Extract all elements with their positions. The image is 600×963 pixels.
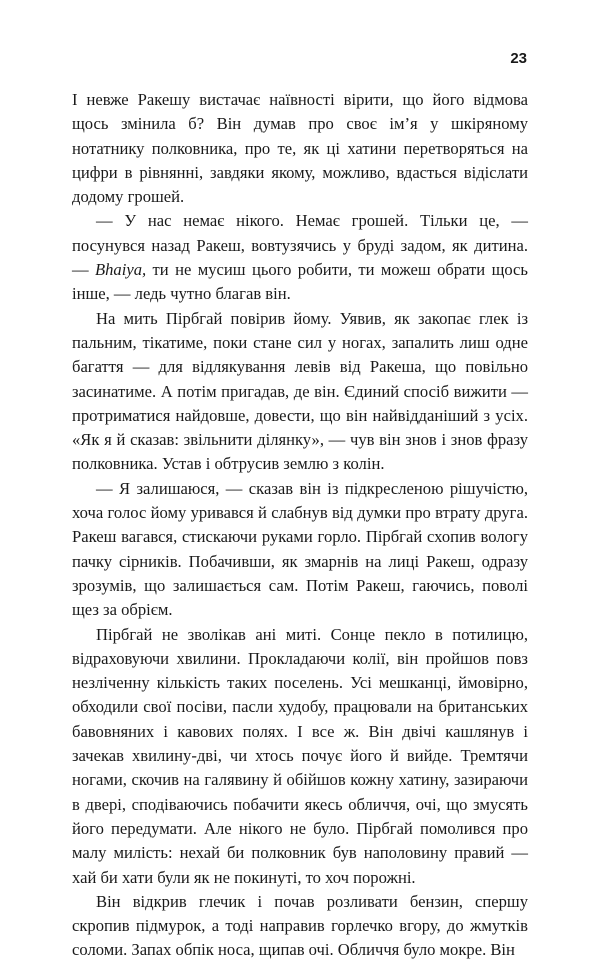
paragraph-6: Він відкрив глечик і почав розливати бензин, спершу скропив підмурок, а тоді направив горлечко вгору, до жмутків соломи. Запах обпік носа, щипав очі. Обличчя було мокре. Він [72, 891, 528, 960]
paragraph-2-text-before: — У нас немає нікого. Немає грошей. Тільки це, — посунувся назад Ракеш, вовтузячись у бруді задом, як дитина. — [72, 211, 528, 280]
paragraph-5: Пірбгай не зволікав ані миті. Сонце пекло в потилицю, відраховуючи хвилини. Прокладаючи колії, він пройшов повз незліченну кількість таких поселень. Усі мешканці, ймовірно, обходили свої посіви, пасли худобу, працювали на британських бавовняних і кавових полях. І все ж. Він двічі кашлянув і зачекав хвилину-дві, чи хтось почує його й вийде. Тремтячи ногами, скочив на галявину й обійшов кожну хатину, зазираючи в двері, сподіваючись побачити якесь обличчя, очі, що змусять його передумати. Але нікого не було. Пірбгай помолився про малу милість: нехай би полковник був наполовину правий — хай би хати були як не покинуті, то хоч порожні. [72, 624, 528, 887]
paragraph-1: І невже Ракешу вистачає наївності вірити, що його відмова щось змінила б? Він думав про своє ім’я у шкіряному нотатнику полковника, про те, як ці хатини перетворяться на цифри в рівнянні, завдяки якому, можливо, вдасться відіслати додому грошей. [72, 90, 528, 207]
body-text [72, 88, 528, 963]
page-number: 23 [510, 50, 527, 67]
paragraph-2-text-after: ти не мусиш цього робити, ти можеш обрати щось інше, — ледь чутно благав він. [72, 260, 528, 304]
paragraph-3: На мить Пірбгай повірив йому. Уявив, як закопає глек із пальним, тікатиме, поки стане сил у ногах, запалить лиш одне багаття — для відлякування левів від Ракеша, що повільно засинатиме. А потім пригадав, де він. Єдиний спосіб вижити — протриматися найдовше, довести, що він найвідданіший з усіх. «Як я й сказав: звільнити ділянку», — чув він знов і знов фразу полковника. Устав і обтрусив землю з колін. [72, 308, 528, 474]
paragraph-4: — Я залишаюся, — сказав він із підкресленою рішучістю, хоча голос йому уривався й слабнув від думки про втрату друга. Ракеш вагався, стискаючи руками горло. Пірбгай схопив вологу пачку сірників. Побачивши, як змарнів на лиці Ракеш, одразу зрозумів, що залишається сам. Потім Ракеш, гаючись, поволі щез за обрієм. [72, 478, 528, 620]
paragraph-2 [72, 209, 528, 306]
paragraph-2-italic-word: Bhaiya, [95, 260, 147, 280]
